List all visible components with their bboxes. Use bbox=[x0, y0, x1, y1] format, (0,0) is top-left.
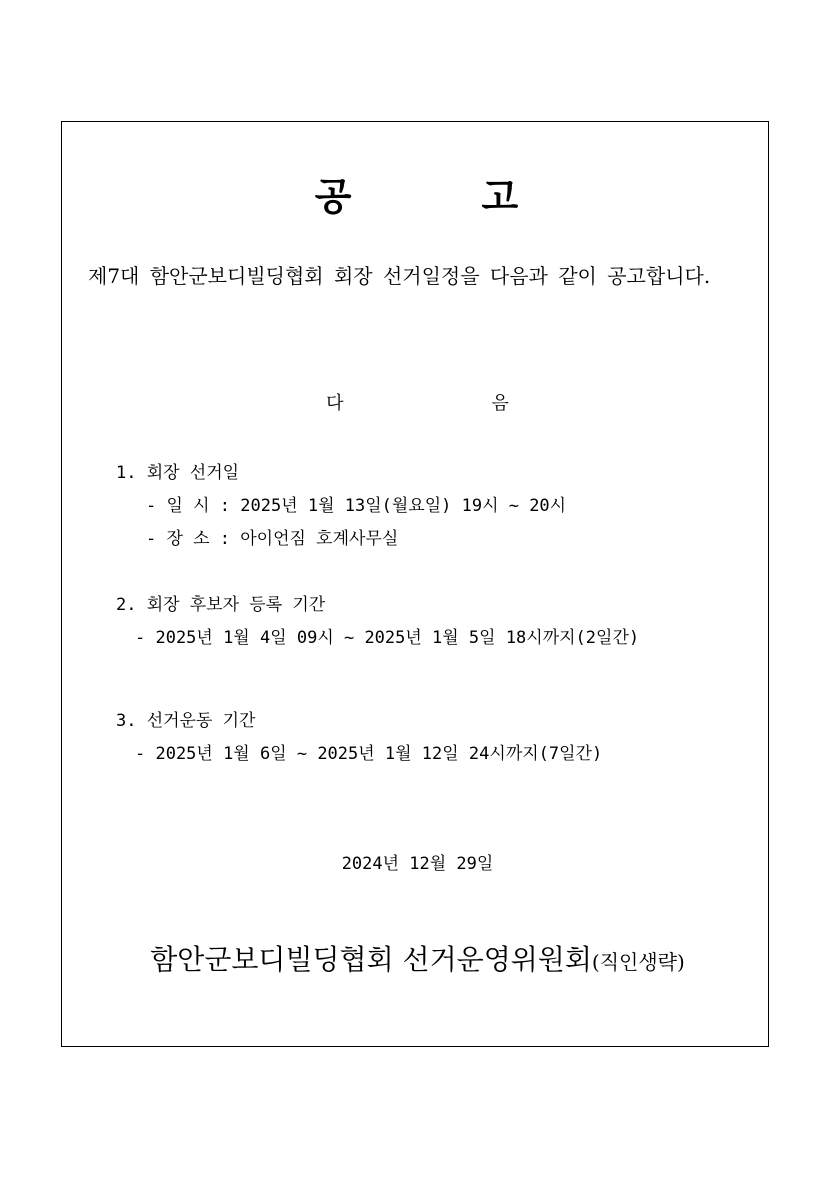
notice-intro: 제7대 함안군보디빌딩협회 회장 선거일정을 다음과 같이 공고합니다. bbox=[88, 264, 711, 288]
notice-title bbox=[0, 166, 835, 221]
section-1-line-datetime: - 일 시 : 2025년 1월 13일(월요일) 19시 ~ 20시 bbox=[146, 496, 567, 516]
signature-organization: 함안군보디빌딩협회 선거운영위원회 bbox=[150, 943, 592, 976]
next-char-left: 다 bbox=[326, 393, 344, 414]
section-3-line-period: - 2025년 1월 6일 ~ 2025년 1월 12일 24시까지(7일간) bbox=[135, 744, 603, 764]
signature bbox=[0, 938, 835, 978]
section-1-line-place: - 장 소 : 아이언짐 호계사무실 bbox=[146, 529, 399, 549]
title-char-left: 공 bbox=[314, 174, 354, 219]
section-2-line-period: - 2025년 1월 4일 09시 ~ 2025년 1월 5일 18시까지(2일간) bbox=[135, 628, 640, 648]
section-3-heading: 3. 선거운동 기간 bbox=[116, 711, 256, 731]
notice-date: 2024년 12월 29일 bbox=[341, 854, 494, 874]
title-char-right: 고 bbox=[481, 174, 521, 219]
section-2-heading: 2. 회장 후보자 등록 기간 bbox=[116, 595, 326, 615]
next-char-right: 음 bbox=[491, 393, 509, 414]
section-1-heading: 1. 회장 선거일 bbox=[116, 463, 240, 483]
signature-seal-note: (직인생략) bbox=[591, 950, 685, 974]
next-heading bbox=[0, 389, 835, 415]
